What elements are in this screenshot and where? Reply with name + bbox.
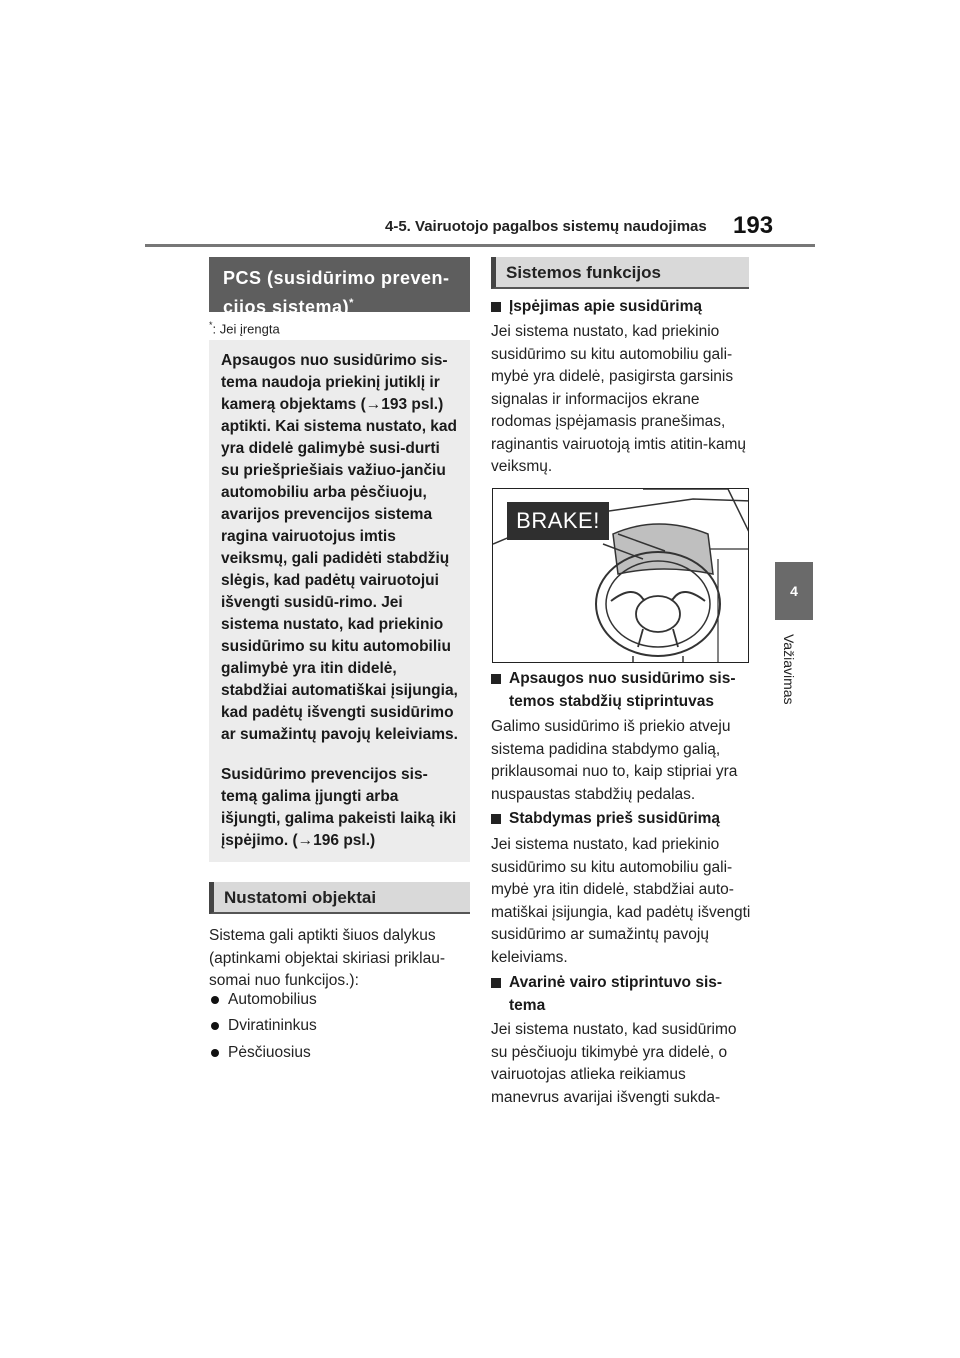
square-bullet-icon (491, 302, 501, 312)
pcs-info-box (209, 340, 470, 862)
objects-heading: Nustatomi objektai (209, 882, 470, 914)
chapter-label (781, 634, 807, 744)
pcs-asterisk: * (349, 297, 354, 309)
bullet-icon (211, 1049, 219, 1057)
f1-title: Įspėjimas apie susidūrimą (491, 296, 753, 319)
brake-message: BRAKE! (507, 502, 609, 540)
footnote-mark: * (209, 320, 213, 330)
footnote-text: : Jei įrengta (212, 321, 280, 337)
pcs-heading-line2: cijos sistema)* (223, 297, 354, 317)
page-number: 193 (733, 212, 774, 239)
square-bullet-icon (491, 814, 501, 824)
pcs-heading-line1: PCS (susidūrimo preven- (223, 268, 450, 288)
functions-heading: Sistemos funkcijos (491, 257, 749, 289)
objects-intro: Sistema gali aptikti šiuos dalykus (aptinkami objektai skiriasi priklau-somai nuo funkcijos.): (209, 927, 446, 989)
f2-title: Apsaugos nuo susidūrimo sis-temos stabdžių stiprintuvas (491, 668, 753, 713)
f1-text: Jei sistema nustato, kad priekinio susidūrimo su kitu automobiliu gali-mybė yra didelė, pasigirsta garsinis signalas ir informacijos ekrane rodomas įspėjamasis pranešimas, raginantis vairuotoją imtis atitin-kamų veiksmų. (491, 323, 746, 475)
pcs-heading (209, 257, 470, 317)
f2-text: Galimo susidūrimo iš priekio atveju sistema padidina stabdymo galią, priklausomai nuo to, kaip stipriai yra nuspaustas stabdžių pedalas. (491, 718, 738, 803)
info-paragraph-1: Apsaugos nuo susidūrimo sis-tema naudoja priekinį jutiklį ir kamerą objektams (→193 psl.) aptikti. Kai sistema nustato, kad yra didelė galimybė susi-durti su priešpriešiais važiuo-jančiu automobiliu arba pėsčiuoju, avarijos prevencijos sistema ragina vairuotojus imtis veiksmų, gali padidėti stabdžių slėgis, kad padėtų vairuotojui išvengti susidū-rimo. Jei sistema nustato, kad priekinio susidūrimo su kitu automobiliu galimybė yra itin didelė, stabdžiai automatiškai įsijungia, kad padėtų išvengti susidūrimo ar sumažintų pavojų keleiviams. (221, 352, 458, 743)
f3-title: Stabdymas prieš susidūrimą (491, 808, 753, 831)
square-bullet-icon (491, 978, 501, 988)
header-divider (145, 244, 815, 247)
chapter-label-text: Važiavimas (781, 634, 797, 705)
footnote (209, 320, 280, 336)
f3-text: Jei sistema nustato, kad priekinio susidūrimo su kitu automobiliu gali-mybė yra itin didelė, stabdžiai auto-matiškai įsijungia, kad padėtų išvengti susidūrimo ar sumažintų pavojų keleiviams. (491, 836, 751, 966)
section-title: 4-5. Vairuotojo pagalbos sistemų naudojimas (385, 218, 707, 235)
bullet-icon (211, 996, 219, 1004)
f4-text: Jei sistema nustato, kad susidūrimo su pėsčiuoju tikimybė yra didelė, o vairuotojas atlieka reikiamus manevrus avarijai išvengti sukda- (491, 1021, 737, 1106)
square-bullet-icon (491, 674, 501, 684)
chapter-number: 4 (790, 583, 798, 599)
bullet-item: Pėsčiuosius (211, 1044, 311, 1062)
f4-title: Avarinė vairo stiprintuvo sis-tema (491, 972, 753, 1017)
bullet-icon (211, 1022, 219, 1030)
bullet-item: Dviratininkus (211, 1017, 317, 1035)
bullet-item: Automobilius (211, 991, 317, 1009)
chapter-tab (775, 562, 813, 620)
info-paragraph-2: Susidūrimo prevencijos sis-temą galima įjungti arba išjungti, galima pakeisti laiką iki įspėjimo. (→196 psl.) (221, 766, 457, 849)
